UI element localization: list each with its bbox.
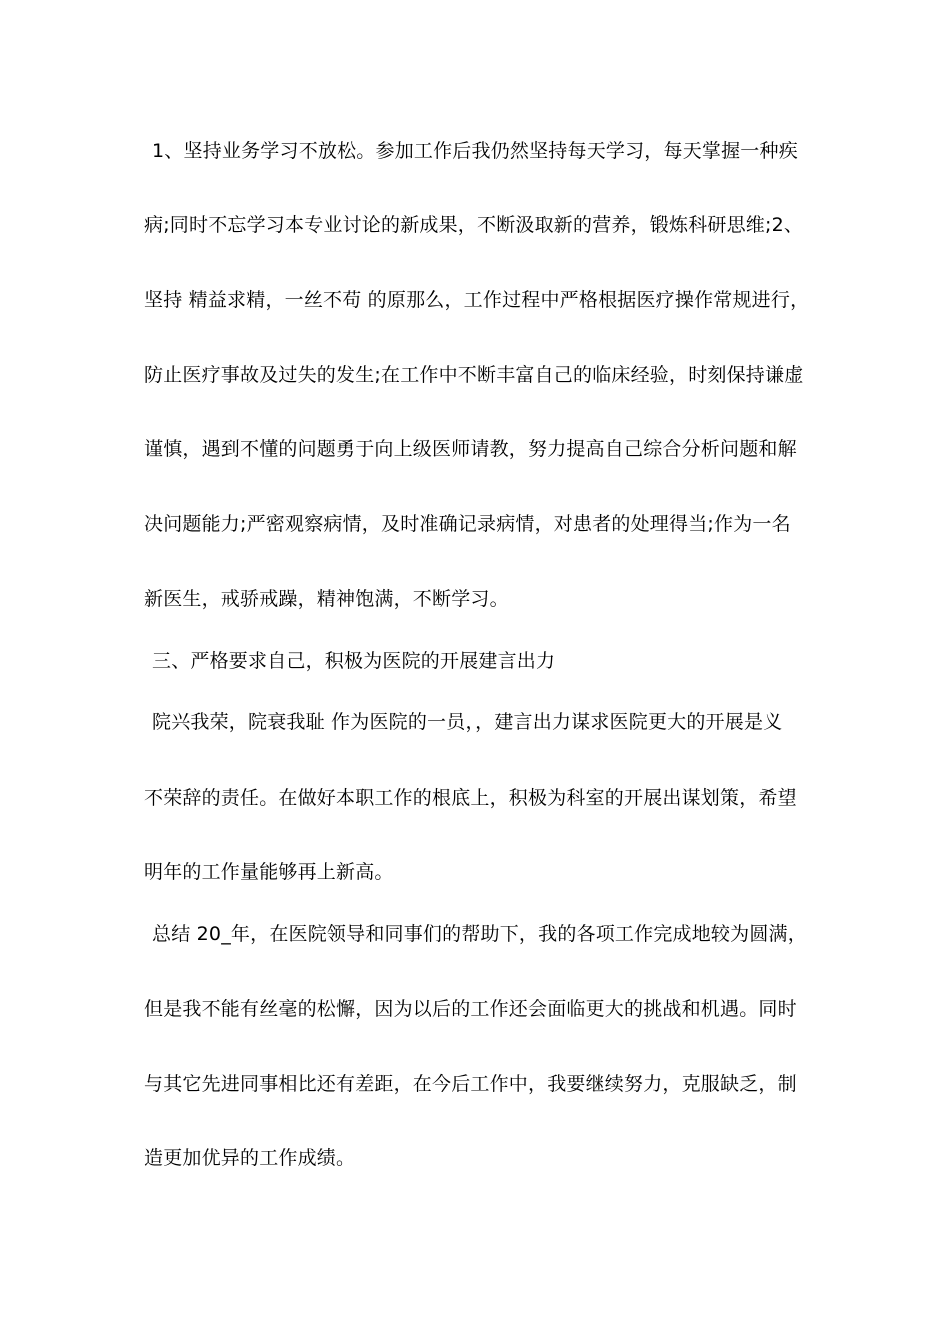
- paragraph-line: 不荣辞的责任。在做好本职工作的根底上，积极为科室的开展出谋划策，希望: [144, 787, 797, 809]
- paragraph-line: 但是我不能有丝毫的松懈，因为以后的工作还会面临更大的挑战和机遇。同时: [144, 998, 797, 1020]
- paragraph-line: 院兴我荣，院衰我耻 作为医院的一员，，建言出力谋求医院更大的开展是义: [152, 711, 783, 733]
- section-heading: 三、严格要求自己，积极为医院的开展建言出力: [152, 650, 556, 672]
- paragraph-line: 1、坚持业务学习不放松。参加工作后我仍然坚持每天学习，每天掌握一种疾: [152, 140, 798, 162]
- paragraph-line: 明年的工作量能够再上新高。: [144, 861, 394, 883]
- paragraph-line: 总结 20_年，在医院领导和同事们的帮助下，我的各项工作完成地较为圆满，: [152, 923, 807, 945]
- paragraph-line: 决问题能力;严密观察病情，及时准确记录病情，对患者的处理得当;作为一名: [144, 513, 791, 535]
- paragraph-line: 新医生，戒骄戒躁，精神饱满，不断学习。: [144, 588, 509, 610]
- paragraph-line: 与其它先进同事相比还有差距，在今后工作中，我要继续努力，克服缺乏，制: [144, 1073, 797, 1095]
- paragraph-line: 坚持 精益求精，一丝不苟 的原那么，工作过程中严格根据医疗操作常规进行，: [144, 289, 810, 311]
- paragraph-line: 造更加优异的工作成绩。: [144, 1147, 356, 1169]
- paragraph-line: 谨慎，遇到不懂的问题勇于向上级医师请教，努力提高自己综合分析问题和解: [144, 438, 797, 460]
- paragraph-line: 病;同时不忘学习本专业讨论的新成果，不断汲取新的营养，锻炼科研思维;2、: [144, 214, 804, 236]
- paragraph-line: 防止医疗事故及过失的发生;在工作中不断丰富自己的临床经验，时刻保持谦虚: [144, 364, 804, 386]
